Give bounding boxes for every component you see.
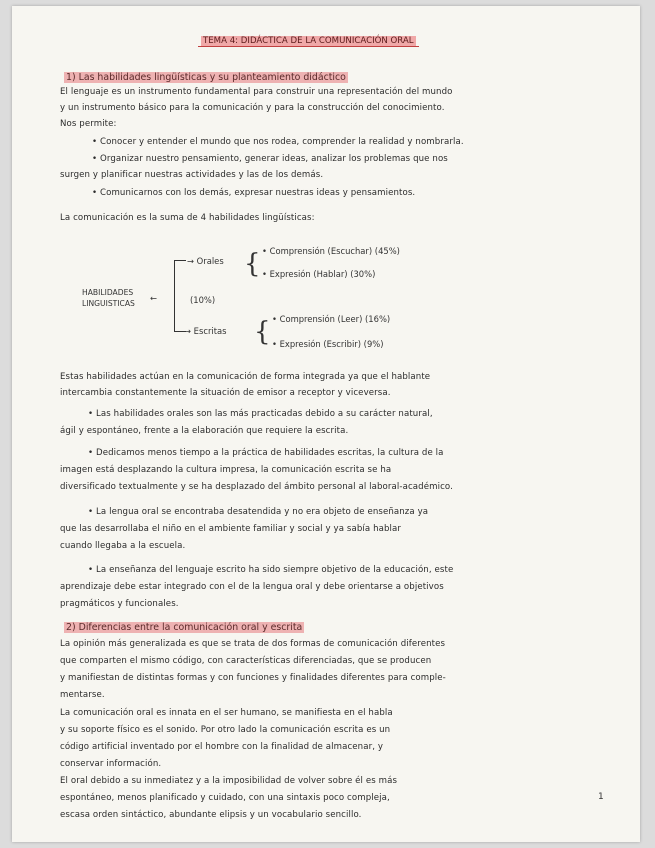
s2-line-10: espontáneo, menos planificado y cuidado, con una sintaxis poco compleja,	[60, 793, 390, 803]
page-number: 1	[598, 792, 604, 802]
bullet-line-1: • Conocer y entender el mundo que nos rodea, comprender la realidad y nombrarla.	[92, 137, 464, 147]
orales-item-2: • Expresión (Hablar) (30%)	[262, 269, 376, 279]
escritas-item-2: • Expresión (Escribir) (9%)	[272, 339, 384, 349]
s2-line-3: y manifiestan de distintas formas y con funciones y finalidades diferentes para comple-	[60, 673, 446, 683]
s2-line-5: La comunicación oral es innata en el ser humano, se manifiesta en el habla	[60, 708, 393, 718]
page-title: TEMA 4: DIDÁCTICA DE LA COMUNICACIÓN ORAL	[198, 36, 419, 47]
escritas-brace: {	[254, 317, 271, 347]
s2-line-9: El oral debido a su inmediatez y a la imposibilidad de volver sobre él es más	[60, 776, 398, 786]
body-line-6: imagen está desplazando la cultura impresa, la comunicación escrita se ha	[60, 465, 392, 475]
bullet-line-4: • Comunicarnos con los demás, expresar nuestras ideas y pensamientos.	[92, 188, 416, 198]
intro-line-1: El lenguaje es un instrumento fundamental para construir una representación del mundo	[60, 87, 453, 97]
diagram-top-connector	[174, 260, 186, 261]
section2-heading: 2) Diferencias entre la comunicación oral y escrita	[66, 622, 303, 633]
diagram-root-line1: HABILIDADES	[82, 288, 134, 297]
orales-brace: {	[244, 249, 261, 279]
s2-line-6: y su soporte físico es el sonido. Por otro lado la comunicación escrita es un	[60, 725, 391, 735]
diagram-vertical-line	[174, 260, 175, 332]
bullet-line-2: • Organizar nuestro pensamiento, generar ideas, analizar los problemas que nos	[92, 154, 448, 164]
diagram-root-line2: LINGUISTICAS	[82, 299, 135, 308]
intro-line-3: Nos permite:	[60, 119, 117, 129]
s2-line-8: conservar información.	[60, 759, 162, 769]
diagram-root	[82, 287, 135, 309]
s2-line-2: que comparten el mismo código, con características diferenciadas, que se producen	[60, 656, 432, 666]
orales-item-1: • Comprensión (Escuchar) (45%)	[262, 246, 400, 256]
body-line-9: que las desarrollaba el niño en el ambiente familiar y social y ya sabía hablar	[60, 524, 402, 534]
s2-line-4: mentarse.	[60, 690, 105, 700]
escritas-item-1: • Comprensión (Leer) (16%)	[272, 314, 391, 324]
body-line-13: pragmáticos y funcionales.	[60, 599, 179, 609]
body-line-7: diversificado textualmente y se ha desplazado del ámbito personal al laboral-académico.	[60, 482, 453, 492]
intro-line-2: y un instrumento básico para la comunicación y para la construcción del conocimiento.	[60, 103, 445, 113]
middle-percent: (10%)	[190, 295, 216, 305]
body-line-5: • Dedicamos menos tiempo a la práctica de habilidades escritas, la cultura de la	[88, 448, 444, 458]
body-line-4: ágil y espontáneo, frente a la elaboración que requiere la escrita.	[60, 426, 349, 436]
body-line-3: • Las habilidades orales son las más practicadas debido a su carácter natural,	[88, 409, 433, 419]
body-line-12: aprendizaje debe estar integrado con el de la lengua oral y debe orientarse a objetivos	[60, 582, 444, 592]
s2-line-7: código artificial inventado por el hombre con la finalidad de almacenar, y	[60, 742, 384, 752]
root-arrow: ←	[150, 293, 158, 303]
s2-line-11: escasa orden sintáctico, abundante elipsis y un vocabulario sencillo.	[60, 810, 362, 820]
section1-heading: 1) Las habilidades lingüísticas y su planteamiento didáctico	[66, 72, 346, 83]
body-line-1: Estas habilidades actúan en la comunicación de forma integrada ya que el hablante	[60, 372, 431, 382]
body-line-11: • La enseñanza del lenguaje escrito ha sido siempre objetivo de la educación, este	[88, 565, 454, 575]
s2-line-1: La opinión más generalizada es que se trata de dos formas de comunicación diferentes	[60, 639, 446, 649]
body-line-2: intercambia constantemente la situación de emisor a receptor y viceversa.	[60, 388, 391, 398]
body-line-10: cuando llegaba a la escuela.	[60, 541, 186, 551]
notebook-page	[12, 6, 640, 842]
orales-label: → Orales	[187, 256, 224, 266]
body-line-8: • La lengua oral se encontraba desatendida y no era objeto de enseñanza ya	[88, 507, 429, 517]
bullet-line-3: surgen y planificar nuestras actividades y las de los demás.	[60, 170, 324, 180]
escritas-label: → Escritas	[184, 326, 227, 336]
summary-line: La comunicación es la suma de 4 habilidades lingüísticas:	[60, 213, 315, 223]
